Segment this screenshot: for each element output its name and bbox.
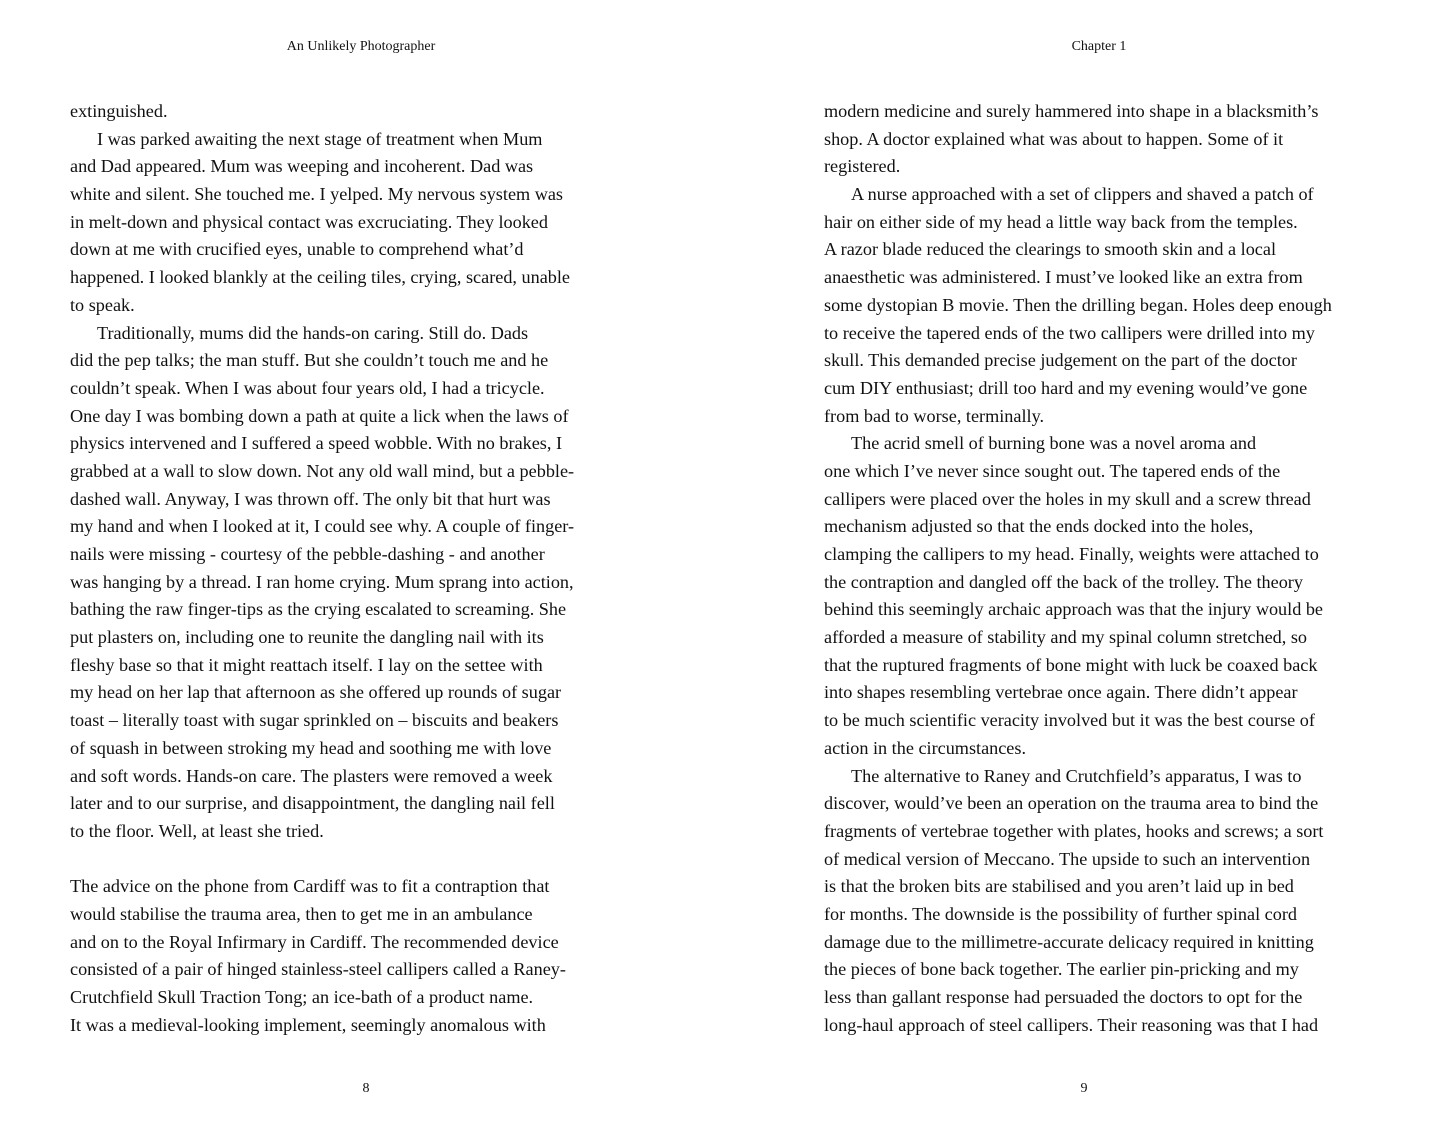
text-line: to the floor. Well, at least she tried. bbox=[70, 820, 324, 841]
text-line: couldn’t speak. When I was about four years old, I had a tricycle. bbox=[70, 377, 545, 398]
text-line: A razor blade reduced the clearings to smooth skin and a local bbox=[824, 239, 1277, 260]
text-line: I was parked awaiting the next stage of treatment when Mum bbox=[97, 128, 543, 149]
text-line: physics intervened and I suffered a speed wobble. With no brakes, I bbox=[70, 433, 563, 454]
text-line: my hand and when I looked at it, I could see why. A couple of finger- bbox=[70, 516, 575, 537]
text-line: The alternative to Raney and Crutchfield’s apparatus, I was to bbox=[851, 765, 1302, 786]
page-number-left: 8 bbox=[362, 1081, 370, 1096]
text-line: would stabilise the trauma area, then to get me in an ambulance bbox=[70, 903, 533, 924]
text-line: to speak. bbox=[70, 294, 135, 315]
text-line: toast – literally toast with sugar sprinkled on – biscuits and beakers bbox=[70, 710, 559, 731]
text-line: one which I’ve never since sought out. The tapered ends of the bbox=[824, 460, 1281, 481]
text-line: callipers were placed over the holes in my skull and a screw thread bbox=[824, 488, 1311, 509]
text-line: of medical version of Meccano. The upside to such an intervention bbox=[824, 848, 1311, 869]
text-line: and Dad appeared. Mum was weeping and incoherent. Dad was bbox=[70, 156, 534, 177]
text-line: clamping the callipers to my head. Finally, weights were attached to bbox=[824, 544, 1319, 564]
text-line: anaesthetic was administered. I must’ve looked like an extra from bbox=[824, 267, 1303, 288]
text-line: from bad to worse, terminally. bbox=[824, 405, 1045, 426]
text-line: that the ruptured fragments of bone might with luck be coaxed back bbox=[824, 654, 1318, 675]
text-line: grabbed at a wall to slow down. Not any old wall mind, but a pebble- bbox=[70, 460, 575, 481]
text-line: long-haul approach of steel callipers. Their reasoning was that I had bbox=[824, 1014, 1319, 1035]
text-line: action in the circumstances. bbox=[824, 737, 1027, 758]
text-line: for months. The downside is the possibility of further spinal cord bbox=[824, 903, 1297, 924]
text-line: put plasters on, including one to reunite the dangling nail with its bbox=[70, 627, 544, 648]
text-line: One day I was bombing down a path at quite a lick when the laws of bbox=[70, 405, 569, 426]
text-line: less than gallant response had persuaded the doctors to opt for the bbox=[824, 987, 1303, 1007]
text-line: afforded a measure of stability and my spinal column stretched, so bbox=[824, 627, 1308, 648]
text-line: discover, would’ve been an operation on the trauma area to bind the bbox=[824, 793, 1319, 814]
text-line: to receive the tapered ends of the two callipers were drilled into my bbox=[824, 322, 1315, 343]
text-line: cum DIY enthusiast; drill too hard and my evening would’ve gone bbox=[824, 377, 1308, 398]
text-line: Traditionally, mums did the hands-on caring. Still do. Dads bbox=[97, 322, 529, 343]
section-break bbox=[70, 846, 630, 874]
text-line: to be much scientific veracity involved but it was the best course of bbox=[824, 710, 1315, 731]
text-line: consisted of a pair of hinged stainless-steel callipers called a Raney- bbox=[70, 959, 566, 980]
text-line: the pieces of bone back together. The earlier pin-pricking and my bbox=[824, 959, 1299, 980]
text-line: in melt-down and physical contact was excruciating. They looked bbox=[70, 211, 548, 232]
page-number-right: 9 bbox=[1080, 1081, 1088, 1096]
text-line: damage due to the millimetre-accurate delicacy required in knitting bbox=[824, 931, 1314, 952]
text-line: the contraption and dangled off the back of the trolley. The theory bbox=[824, 571, 1303, 592]
text-line: hair on either side of my head a little way back from the temples. bbox=[824, 211, 1298, 232]
text-line: shop. A doctor explained what was about to happen. Some of it bbox=[824, 128, 1284, 149]
body-text-left bbox=[70, 98, 630, 1039]
text-line: dashed wall. Anyway, I was thrown off. The only bit that hurt was bbox=[70, 488, 551, 509]
text-line: fragments of vertebrae together with plates, hooks and screws; a sort bbox=[824, 820, 1324, 841]
text-line: skull. This demanded precise judgement on the part of the doctor bbox=[824, 350, 1297, 371]
text-line: down at me with crucified eyes, unable to comprehend what’d bbox=[70, 239, 524, 260]
text-line: fleshy base so that it might reattach itself. I lay on the settee with bbox=[70, 654, 543, 675]
text-line: It was a medieval-looking implement, seemingly anomalous with bbox=[70, 1014, 546, 1035]
text-line: into shapes resembling vertebrae once again. There didn’t appear bbox=[824, 682, 1298, 703]
running-head-right: Chapter 1 bbox=[1071, 39, 1127, 54]
text-line: my head on her lap that afternoon as she offered up rounds of sugar bbox=[70, 682, 562, 703]
text-line: and on to the Royal Infirmary in Cardiff. The recommended device bbox=[70, 931, 559, 952]
text-line: later and to our surprise, and disappointment, the dangling nail fell bbox=[70, 793, 555, 814]
right-page bbox=[722, 0, 1445, 1131]
left-page bbox=[0, 0, 722, 1131]
text-line: is that the broken bits are stabilised and you aren’t laid up in bed bbox=[824, 876, 1294, 897]
text-line: was hanging by a thread. I ran home crying. Mum sprang into action, bbox=[70, 571, 574, 592]
text-line: did the pep talks; the man stuff. But she couldn’t touch me and he bbox=[70, 350, 549, 371]
text-line: happened. I looked blankly at the ceiling tiles, crying, scared, unable bbox=[70, 267, 570, 288]
text-line: white and silent. She touched me. I yelped. My nervous system was bbox=[70, 184, 563, 205]
text-line: The advice on the phone from Cardiff was to fit a contraption that bbox=[70, 876, 550, 897]
text-line: nails were missing - courtesy of the pebble-dashing - and another bbox=[70, 544, 545, 564]
text-line: behind this seemingly archaic approach was that the injury would be bbox=[824, 599, 1324, 620]
text-line: modern medicine and surely hammered into shape in a blacksmith’s bbox=[824, 101, 1319, 121]
text-line: and soft words. Hands-on care. The plasters were removed a week bbox=[70, 765, 553, 786]
text-line: A nurse approached with a set of clippers and shaved a patch of bbox=[851, 184, 1314, 205]
text-line: of squash in between stroking my head and soothing me with love bbox=[70, 737, 552, 758]
text-line: registered. bbox=[824, 156, 901, 177]
text-line: mechanism adjusted so that the ends docked into the holes, bbox=[824, 516, 1254, 537]
text-line: Crutchfield Skull Traction Tong; an ice-bath of a product name. bbox=[70, 987, 534, 1007]
body-text-right bbox=[824, 98, 1384, 1039]
text-line: The acrid smell of burning bone was a novel aroma and bbox=[851, 433, 1257, 454]
text-line: some dystopian B movie. Then the drilling began. Holes deep enough bbox=[824, 294, 1332, 315]
text-line: bathing the raw finger-tips as the crying escalated to screaming. She bbox=[70, 599, 567, 620]
text-line: extinguished. bbox=[70, 101, 168, 121]
running-head-left: An Unlikely Photographer bbox=[286, 39, 436, 54]
